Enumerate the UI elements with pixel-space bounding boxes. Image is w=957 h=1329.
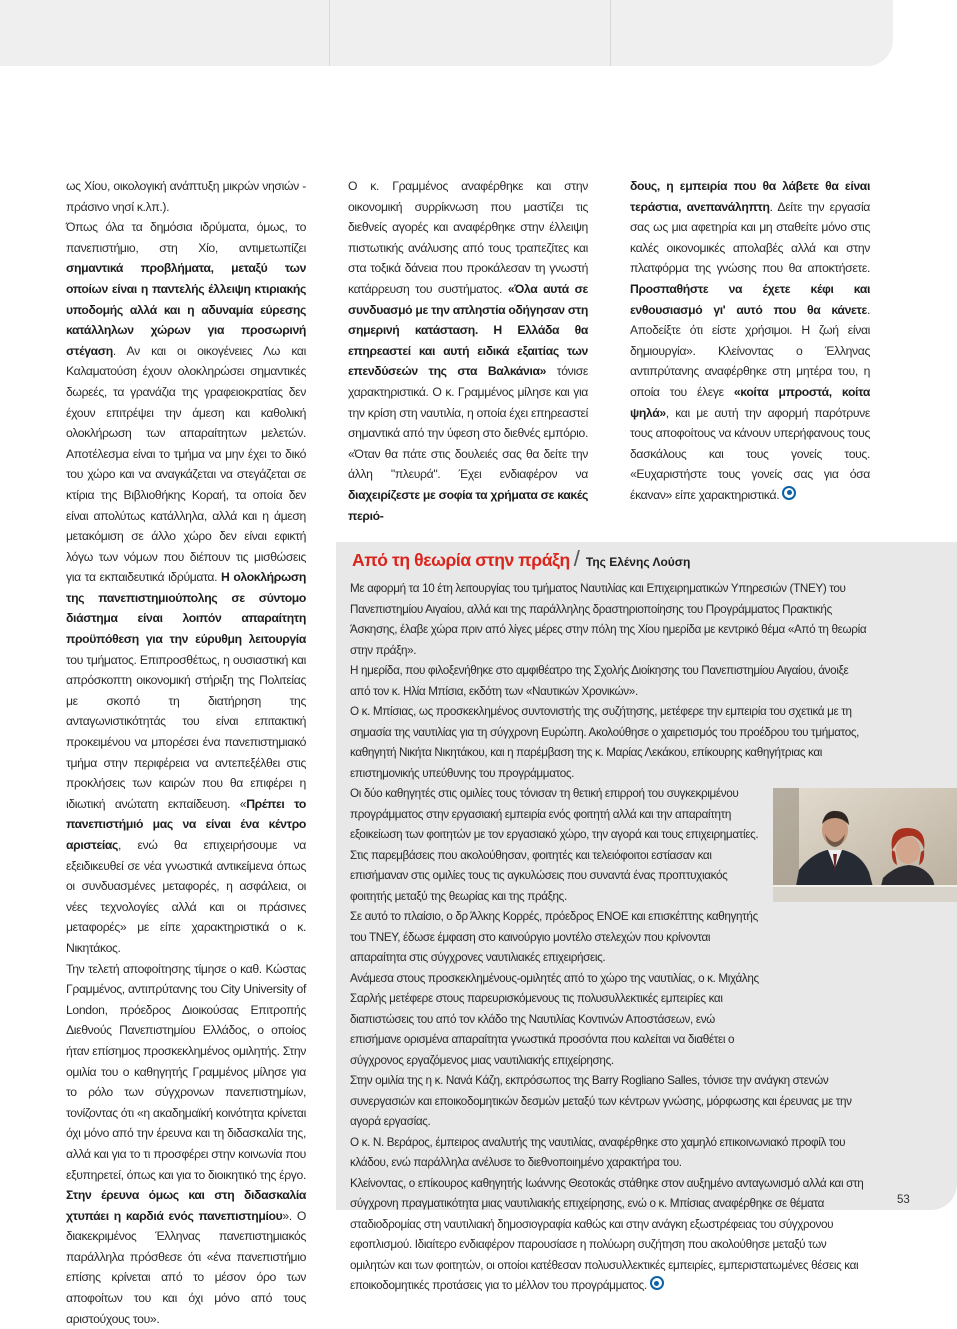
bold-run: διαχειρίζεστε με σοφία τα χρήματα σε κακές περιό-: [348, 487, 588, 523]
col3-paragraph: [630, 176, 870, 506]
box-paragraph: Ανάμεσα στους προσκεκλημένους-ομιλητές από το χώρο της ναυτιλίας, ο κ. Μιχάλης Σαρλής μετέφερε στους παρευρισκόμενους τις πολυσυλλεκτικές εμπειρίες και διαπιστώσεις του από τον κλάδο της Ναυτιλίας Κοντινών Αποστάσεων, ενώ επισήμανε ορισμένα απαραίτητα γνωστικά προσόντα που καλείται να διαθέτει ο σύγχρονος εργαζόμενος μιας ναυτιλιακής επιχείρησης.: [350, 971, 759, 1067]
col1-paragraph: [66, 217, 306, 958]
event-photo: [773, 788, 957, 902]
top-header-band: [0, 0, 893, 66]
bold-run: Η ολοκλήρωση της πανεπιστημιούπολης σε σύντομο διάστημα είναι λοιπόν απαραίτητη προϋπόθεση για την εύρυθμη λειτουργία: [66, 570, 306, 647]
bold-run: Πρέπει το πανεπιστήμιό μας να είναι ένα κέντρο αριστείας: [66, 796, 306, 852]
text-run: Ο κ. Γραμμένος αναφέρθηκε και στην οικονομική συρρίκνωση που μαστίζει τις διεθνείς αγορές και αναφέρθηκε στην έλλειψη πιστωτικής ανάλυσης από τους τραπεζίτες και στα τοξικά δάνεια που προκάλεσαν τη γνωστή κατάρρευση του συστήματος.: [348, 179, 588, 296]
box-paragraph: [350, 1174, 870, 1297]
box-paragraph: Στην ομιλία της η κ. Νανά Κάζη, εκπρόσωπος της Barry Rogliano Salles, τόνισε την ανάγκη στενών συνεργασιών και εποικοδομητικών δεσμών μεταξύ των κέντρων γνώσης, μόρφωσης και έρευνας με την αγορά εργασίας.: [350, 1074, 852, 1128]
text-run: ». Ο διακεκριμένος Έλληνας πανεπιστημιακός παράλληλα πρόσθεσε ότι «ένα πανεπιστήμιο επίσης κρίνεται από το μέσον όρο των αποφοίτων του και όχι μόνο από τους αριστούχους του».: [66, 1208, 306, 1326]
end-of-article-icon: [782, 486, 796, 500]
box-paragraph: [350, 784, 760, 907]
box-title: Από τη θεωρία στην πράξη: [352, 550, 570, 570]
box-paragraph: Με αφορμή τα 10 έτη λειτουργίας του τμήματος Ναυτιλίας και Επιχειρηματικών Υπηρεσιών (ΤΝΕΥ) του Πανεπιστημίου Αιγαίου, αλλά και της παράλληλης δραστηριοποίησης του Προγράμματος Πρακτικής Άσκησης, έλαβε χώρα πριν από λίγες μέρες στην πόλη της Χίου ημερίδα με κεντρικό θέμα «Από τη θεωρία στην πράξη».: [350, 582, 867, 657]
box-paragraph-text: Οι δύο καθηγητές στις ομιλίες τους τόνισαν τη θετική επιρροή του συγκεκριμένου προγράμματος στην εργασιακή εμπειρία ενός φοιτητή αλλά και την απαραίτητη εξοικείωση των φοιτητών με τον εργασιακό χώρο, την αγορά και τους επιχειρηματίες. Στις παρεμβάσεις που ακολούθησαν, φοιτητές και τελειόφοιτοι εστίασαν και επισήμαναν στις ομιλίες τους τις αγκυλώσεις που συναντά ένας προπτυχιακός φοιτητής μεταξύ της θεωρίας και της πράξης.: [350, 787, 759, 903]
box-body: [350, 579, 870, 1297]
text-run: Όπως όλα τα δημόσια ιδρύματα, όμως, το πανεπιστήμιο, στη Χίο, αντιμετωπίζει: [66, 220, 306, 255]
text-run: ως Χίου, οικολογική ανάπτυξη μικρών νησιών - πράσινο νησί κ.λπ.).: [66, 179, 306, 214]
bold-run: σημαντικά προβλήματα, μεταξύ των οποίων είναι η παντελής έλλειψη κτιριακής υποδομής αλλά και η αδυναμία εύρεσης κατάλληλων χώρων για προσωρινή στέγαση: [66, 261, 306, 358]
col3-text: [630, 179, 870, 502]
text-run: . Αποδείξτε ότι είστε χρήσιμοι. Η ζωή είναι δημιουργία». Κλείνοντας ο Έλληνας αντιπρύτανης αναφέρθηκε στη μητέρα του, η οποία του έλεγε: [630, 302, 870, 399]
column-2: [348, 176, 588, 526]
end-of-article-icon: [650, 1276, 664, 1290]
box-paragraph-text: Κλείνοντας, ο επίκουρος καθηγητής Ιωάννης Θεοτοκάς στάθηκε στον αυξημένο ανταγωνισμό αλλά και στη σύγχρονη πραγματικότητα μιας ναυτιλιακής επιχείρησης, ενώ ο κ. Μπίσιας αναφέρθηκε σε θέματα σταδιοδρομίας στη ναυτιλιακή δημοσιογραφία καθώς και στην ανάγκη εξωστρέφειας του σύγχρονου εφοπλισμού. Ιδιαίτερο ενδιαφέρον παρουσίασε η πολύωρη συζήτηση που ακολούθησε μεταξύ των ομιλητών και των φοιτητών, οι οποίοι κατέθεσαν πολυσυλλεκτικές εμπειρίες, εμπεριστατωμένες θέσεις και εποικοδομητικές προτάσεις για το μέλλον του προγράμματος.: [350, 1176, 864, 1292]
column-1: [66, 176, 306, 1329]
bold-run: Στην έρευνα όμως και στη διδασκαλία χτυπάει η καρδιά ενός πανεπιστημίου: [66, 1188, 306, 1223]
box-author: Της Ελένης Λούση: [585, 555, 691, 569]
bold-run: δους, η εμπειρία που θα λάβετε θα είναι τεράστια, ανεπανάληπτη: [630, 179, 870, 214]
column-3: [630, 176, 870, 506]
text-run: Την τελετή αποφοίτησης τίμησε ο καθ. Κώστας Γραμμένος, αντιπρύτανης του City University of London, πρόεδρος Διοικούσας Επιτροπής Διεθνούς Πανεπιστημίου Ελλάδος, ο οποίος ήταν επίσημος προσκεκλημένος ομιλητής. Στην ομιλία του ο καθηγητής Γραμμένος μίλησε για το ρόλο των σύγχρονων πανεπιστημίων, τονίζοντας ότι «η ακαδημαϊκή κοινότητα κρίνεται όχι μόνο από την έρευνα και τη διδασκαλία της, αλλά και για το τι προσφέρει στην κοινωνία που εξυπηρετεί, όπως και για το διοικητικό της έργο.: [66, 961, 306, 1182]
text-run: , και με αυτή την αφορμή παρότρυνε τους αποφοίτους να κάνουν υπερήφανους τους δασκάλους και τους γονείς τους. «Ευχαριστήστε τους γονείς σας για όσα έκαναν» είπε χαρακτηριστικά.: [630, 405, 870, 502]
col1-paragraph: [66, 959, 306, 1329]
box-paragraph-text: Σε αυτό το πλαίσιο, ο δρ Άλκης Κορρές, πρόεδρος ΕΝΟΕ και επισκέπτης καθηγητής του ΤΝΕΥ, έδωσε έμφαση στο καινούργιο μοντέλο στελεχών που κρίνονται απαραίτητα στις σύγχρονες ναυτιλιακές επιχειρήσεις.: [350, 910, 758, 964]
text-run: . Αν και οι οικογένειες Λω και Καλαματούση έχουν ολοκληρώσει σημαντικές δωρεές, τα γρανάζια της γραφειοκρατίας δεν έχουν επιτρέψει την άμεση και καθολική ολοκλήρωση των απαραίτητων μελετών. Αποτέλεσμα είναι το τμήμα να μην έχει το δικό του χώρο και να αναγκάζεται να στεγάζεται σε κτίρια της Βιβλιοθήκης Κοραή, τα οποία δεν είναι απολύτως κατάλληλα, αλλά και η άμεση μετακόμιση σε άλλο χώρο δεν είναι εφικτή λόγω των νόμων που διέπουν τις μισθώσεις για τα εκπαιδευτικά ιδρύματα.: [66, 343, 306, 585]
bold-run: «κοίτα μπροστά, κοίτα ψηλά»: [630, 384, 870, 420]
col2-paragraph: [348, 176, 588, 526]
header-divider-1: [329, 0, 330, 66]
text-run: . Δείτε την εργασία σας ως μια αφετηρία και μη σταθείτε μόνο στις καλές οικονομικές απολαβές αλλά και στην πλατφόρμα της γνώσης που θα αποκτήσετε.: [630, 199, 871, 276]
box-paragraph: Ο κ. Μπίσιας, ως προσκεκλημένος συντονιστής της συζήτησης, μετέφερε την εμπειρία του σχετικά με τη σημασία της ναυτιλίας για τη σύγχρονη Ευρώπη. Ακολούθησε ο χαιρετισμός του προέδρου του τμήματος, καθηγητή Νικήτα Νικητάκου, και η παρέμβαση της κ. Μαρίας Λεκάκου, επίκουρης καθηγήτριας και επιστημονικής υπεύθυνης του προγράμματος.: [350, 705, 860, 780]
page-number: 53: [897, 1194, 910, 1206]
box-paragraph: Η ημερίδα, που φιλοξενήθηκε στο αμφιθέατρο της Σχολής Διοίκησης του Πανεπιστημίου Αιγαίου, άνοιξε από τον κ. Ηλία Μπίσια, εκδότη των «Ναυτικών Χρονικών».: [350, 664, 849, 698]
bold-run: Προσπαθήστε να έχετε κέφι και ενθουσιασμό γι' αυτό που θα κάνετε: [630, 281, 870, 317]
col1-paragraph: [66, 176, 306, 217]
box-paragraph: Ο κ. Ν. Βεράρος, έμπειρος αναλυτής της ναυτιλίας, αναφέρθηκε στο χαμηλό επικοινωνιακό προφίλ του κλάδου, ενώ παράλληλα ανέλυσε το διεθνοποιημένο χαρακτήρα του.: [350, 1135, 846, 1169]
box-heading: [352, 546, 690, 572]
box-paragraph: [350, 907, 760, 969]
text-run: του τμήματος. Επιπροσθέτως, η ουσιαστική και απρόσκοπτη οικονομική στήριξη της Πολιτείας με σκοπό τη διατήρηση της ανταγωνιστικότητάς του είναι επιτακτική προκειμένου να μπορέσει ένα πανεπιστημιακό τμήμα στην περιφέρεια να αντεπεξέλθει στις προκλήσεις των καιρών που θα επιφέρει η ιδιωτική ανώτατη εκπαίδευση. «: [66, 652, 306, 811]
header-divider-2: [610, 0, 611, 66]
text-run: , ενώ θα επιχειρήσουμε να εξειδικευθεί σε νέα γνωστικά αντικείμενα όπως οι συνδυασμένες μεταφορές, η ασφάλεια, οι νέες τεχνολογίες αλλά και οι πράσινες μεταφορές» με είπε χαρακτηριστικά ο κ. Νικητάκος.: [66, 838, 306, 955]
bold-run: «Όλα αυτά σε συνδυασμό με την απληστία οδήγησαν στη σημερινή κατάσταση. Η Ελλάδα θα επηρεαστεί και αυτή ειδικά εξαιτίας των επενδύσεών της στα Βαλκάνια»: [348, 281, 588, 379]
text-run: τόνισε χαρακτηριστικά. Ο κ. Γραμμένος μίλησε και για την κρίση στη ναυτιλία, η οποία έχει επηρεαστεί σημαντικά από την ύφεση στο διεθνές εμπόριο. «Όταν θα πάτε στις δουλειές σας θα δείτε την άλλη "πλευρά". Έχει ενδιαφέρον να: [348, 364, 588, 482]
title-slash: /: [573, 546, 580, 571]
speakers-photo-illustration: [773, 788, 957, 902]
